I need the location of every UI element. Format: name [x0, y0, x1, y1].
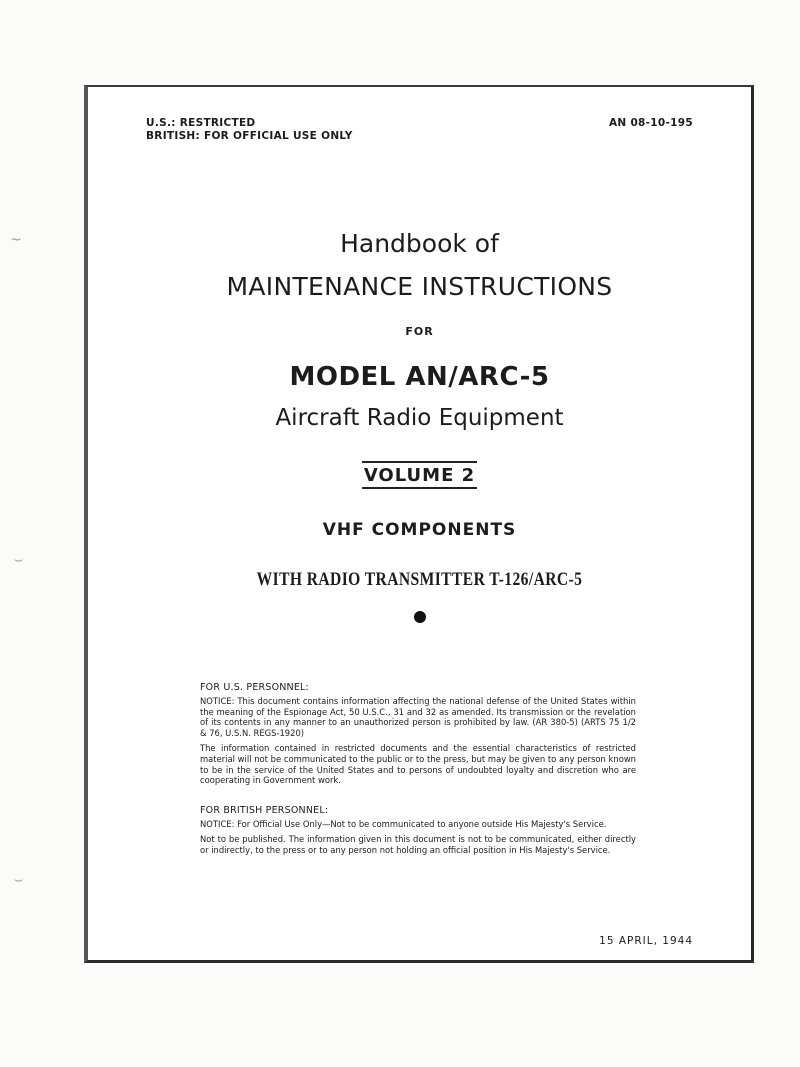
title-subtitle: Aircraft Radio Equipment [275, 405, 564, 431]
title-model: MODEL AN/ARC-5 [289, 362, 550, 392]
publication-date: 15 APRIL, 1944 [599, 935, 693, 947]
title-for: FOR [405, 325, 434, 338]
title-volume [88, 461, 751, 489]
us-notice-heading: FOR U.S. PERSONNEL: [200, 682, 309, 693]
restriction-british: BRITISH: FOR OFFICIAL USE ONLY [146, 130, 353, 142]
title-components: VHF COMPONENTS [322, 520, 517, 540]
us-notice-paragraph: The information contained in restricted documents and the essential characteristics of restricted material will not be communicated to the public or to the press, but may be given to any person known to be in the service of the United States and to persons of undoubted loyalty and discretion who are cooperating in Government work. [200, 742, 636, 786]
scan-speck: ⌣ [14, 552, 24, 568]
volume-label: VOLUME 2 [362, 461, 477, 489]
security-classification [146, 117, 353, 143]
title-maintenance-instructions: MAINTENANCE INSTRUCTIONS [226, 272, 613, 301]
british-notice-heading: FOR BRITISH PERSONNEL: [200, 805, 329, 817]
bullet-dot [414, 611, 426, 623]
restriction-us: U.S.: RESTRICTED [146, 117, 256, 129]
title-transmitter-stamp: WITH RADIO TRANSMITTER T-126/ARC-5 [256, 569, 583, 590]
security-notices [200, 683, 636, 859]
document-page [84, 85, 754, 963]
british-notice-paragraph: NOTICE: For Official Use Only—Not to be communicated to anyone outside His Majesty's Service. [200, 818, 607, 829]
document-number: AN 08-10-195 [608, 117, 693, 129]
scan-speck: ~ [10, 232, 22, 248]
british-notice-paragraph: Not to be published. The information given in this document is not to be communicated, either directly or indirectly, to the press or to any person not holding an official position in His Majesty's Service. [200, 833, 636, 855]
us-notice-paragraph: NOTICE: This document contains information affecting the national defense of the United States within the meaning of the Espionage Act, 50 U.S.C., 31 and 32 as amended. Its transmission or the revelation of its contents in any manner to an unauthorized person is prohibited by law. (AR 380-5) (ARTS 75 1/2 & 76, U.S.N. REGS-1920) [200, 695, 636, 739]
title-handbook: Handbook of [340, 229, 499, 258]
scan-speck: ⌣ [14, 872, 24, 888]
